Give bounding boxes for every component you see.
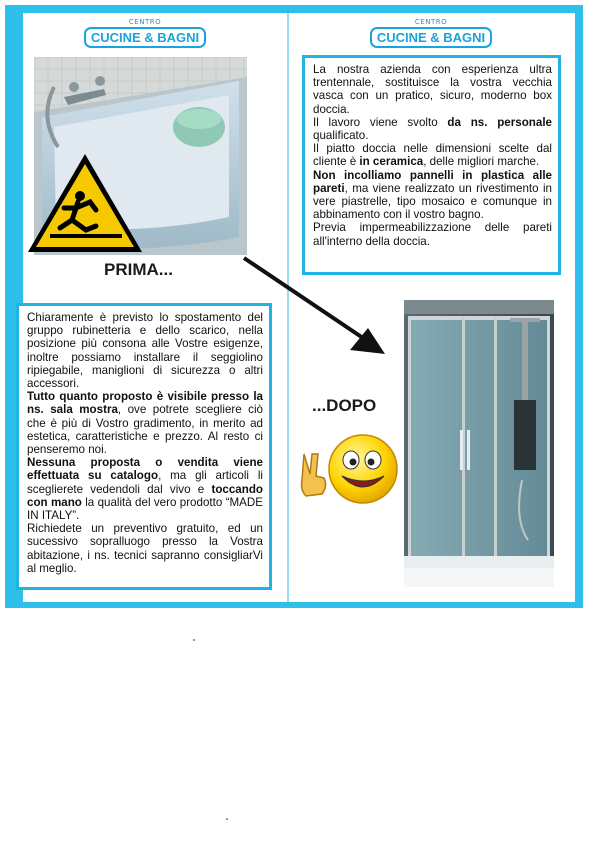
bold-text: toccando con mano xyxy=(27,482,263,509)
text-run: , ove potrete scegliere ciò che è più di Vostro gradimento, in merito ad estetica, caratteristiche e prezzo. Al resto ci penseremo noi. xyxy=(27,403,263,457)
bold-text: da ns. personale xyxy=(447,115,552,129)
paragraph xyxy=(313,63,552,116)
paper-speck xyxy=(226,818,228,820)
text-run: Il lavoro viene svolto xyxy=(313,115,448,129)
after-label: ...DOPO xyxy=(312,396,377,415)
text-run: la qualità del vero prodotto “MADE IN ITALY”. xyxy=(27,495,263,523)
victory-hand-icon xyxy=(296,450,330,498)
text-run: , ma viene realizzato un rivestimento in vere piastrelle, tipo mosaico e comunque in abbinamento con il vostro bagno. xyxy=(313,181,552,222)
text-run: qualificato. xyxy=(313,129,369,143)
paragraph xyxy=(27,390,263,456)
warning-slip-icon xyxy=(24,150,146,256)
bold-text: Non incolliamo pannelli in plastica alle pareti xyxy=(313,168,552,195)
logo-small-text: CENTRO xyxy=(414,18,448,26)
text-run: , delle migliori marche. xyxy=(423,155,540,169)
paragraph xyxy=(313,142,552,168)
paragraph xyxy=(313,221,552,247)
paper-speck xyxy=(193,639,195,641)
logo-name: CUCINE & BAGNI xyxy=(84,27,206,48)
logo-name: CUCINE & BAGNI xyxy=(370,27,492,48)
smiley-icon xyxy=(326,432,400,506)
shower-photo xyxy=(404,300,554,587)
paragraph xyxy=(313,116,552,142)
bold-text: Tutto quanto proposto è visibile presso la ns. sala mostra xyxy=(27,390,263,417)
right-text-content xyxy=(313,63,552,248)
text-run: Richiedete un preventivo gratuito, ed un sucessivo sopralluogo presso la Vostra abitazione, i ns. tecnici sapranno consigliarVi al meglio. xyxy=(27,522,263,575)
text-run: Previa impermeabilizzazione delle pareti all'interno della doccia. xyxy=(313,221,552,248)
bold-text: Nessuna proposta o vendita viene effettuata su catalogo xyxy=(27,456,263,483)
logo-left xyxy=(84,18,206,48)
text-run: , ma gli articoli li sceglierete vedendoli dal vivo e xyxy=(27,469,263,496)
paragraph xyxy=(27,311,263,390)
right-text-box xyxy=(302,55,561,275)
left-text-content xyxy=(27,311,263,575)
before-label: PRIMA... xyxy=(104,260,173,279)
paragraph xyxy=(27,456,263,522)
paragraph xyxy=(313,169,552,222)
text-run: Il piatto doccia nelle dimensioni scelte dal cliente è xyxy=(313,142,552,169)
text-run: Chiaramente è previsto lo spostamento del gruppo rubinetteria e dello scarico, nella posizione più consona alle Vostre esigenze, inoltre possiamo installare il seggiolino ripiegabile, maniglioni di sicurezza o altri accessori. xyxy=(27,311,263,391)
text-run: La nostra azienda con esperienza ultra trentennale, sostituisce la vostra vecchia vasca con un pratico, sicuro, moderno box doccia. xyxy=(313,63,552,116)
logo-right xyxy=(370,18,492,48)
logo-small-text: CENTRO xyxy=(128,18,162,26)
bold-text: in ceramica xyxy=(359,155,424,169)
left-text-box xyxy=(16,303,272,590)
paragraph xyxy=(27,522,263,575)
